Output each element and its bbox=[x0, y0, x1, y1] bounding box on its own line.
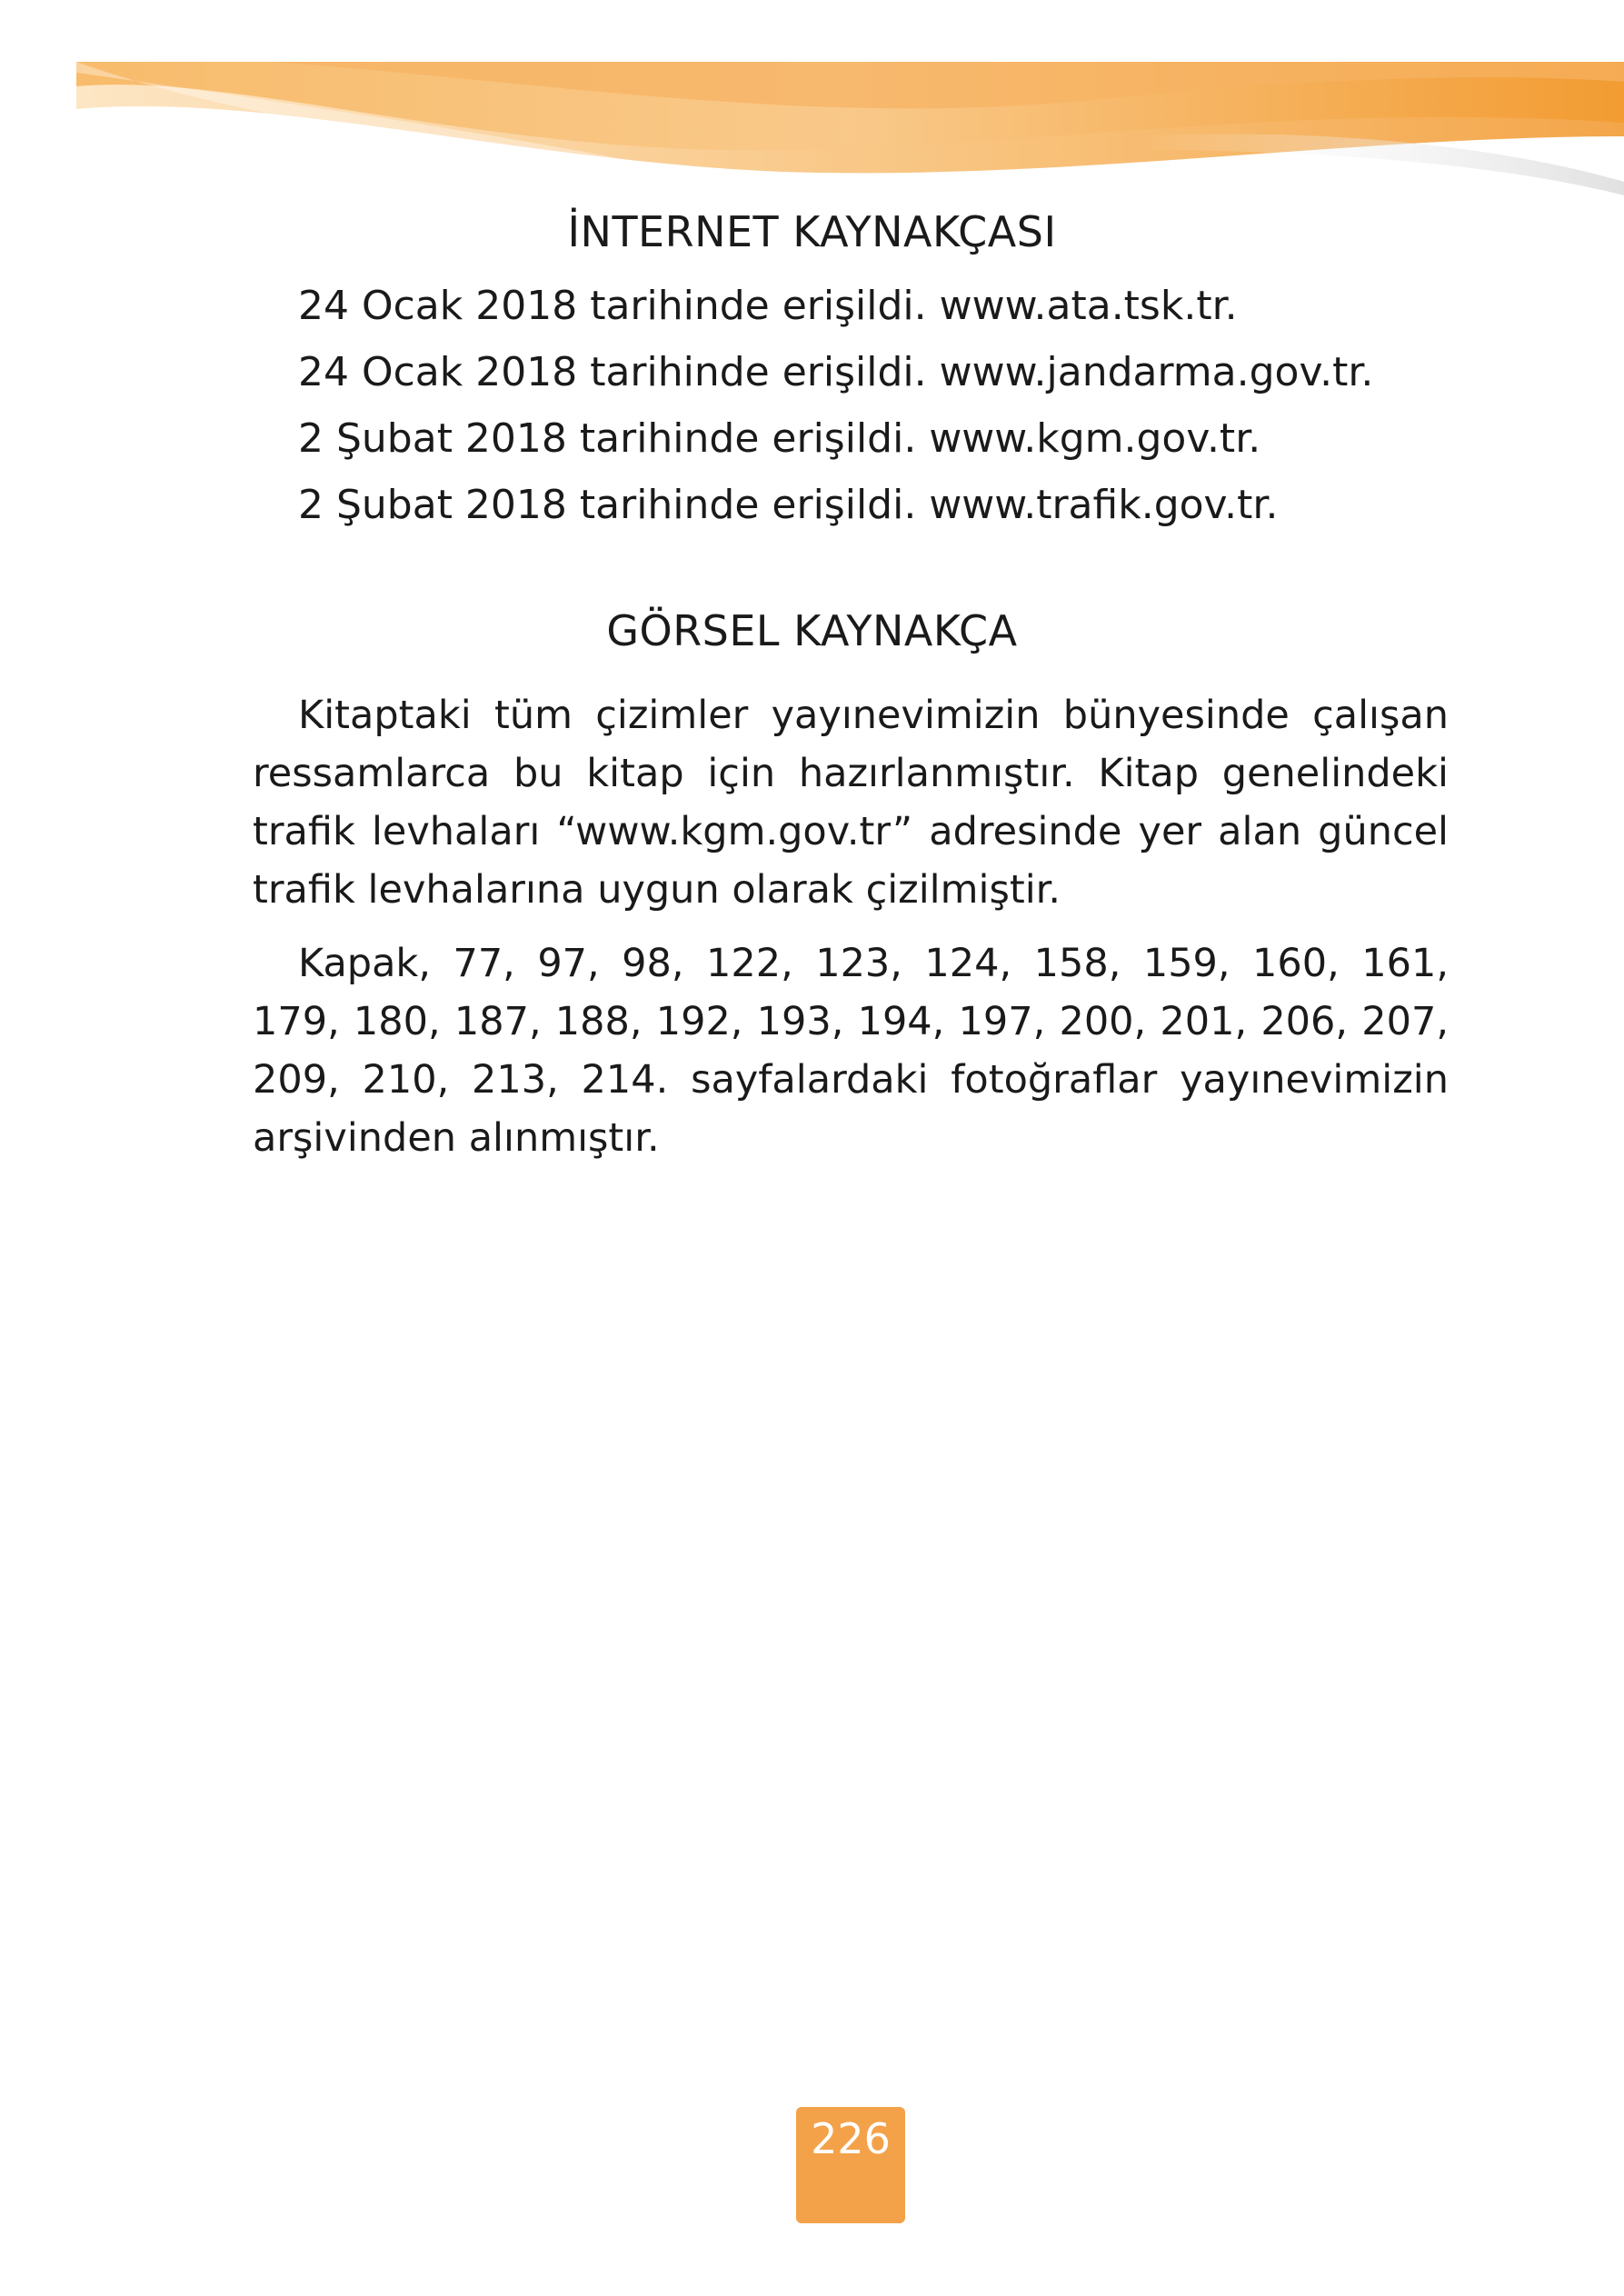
reference-url: www.jandarma.gov.tr. bbox=[939, 349, 1374, 395]
list-item bbox=[298, 273, 1373, 339]
access-date: 24 Ocak 2018 tarihinde erişildi. bbox=[298, 349, 927, 395]
internet-references-list bbox=[298, 273, 1373, 538]
internet-references-title: İNTERNET KAYNAKÇASI bbox=[567, 207, 1057, 256]
reference-url: www.trafik.gov.tr. bbox=[929, 482, 1279, 528]
access-date: 2 Şubat 2018 tarihinde erişildi. bbox=[298, 415, 917, 462]
list-item bbox=[298, 472, 1373, 538]
reference-url: www.ata.tsk.tr. bbox=[939, 283, 1238, 329]
page-number: 226 bbox=[811, 2114, 891, 2163]
reference-url: www.kgm.gov.tr. bbox=[929, 415, 1261, 462]
visual-references-paragraph-drawings: Kitaptaki tüm çizimler yayınevimizin bünyesinde çalışan ressamlarca bu kitap için hazırlanmıştır. Kitap genelindeki trafik levhaları “www.kgm.gov.tr” adresinde yer alan güncel trafik levhalarına uygun olarak çizilmiştir. bbox=[253, 693, 1449, 913]
visual-references-title: GÖRSEL KAYNAKÇA bbox=[606, 606, 1018, 655]
access-date: 24 Ocak 2018 tarihinde erişildi. bbox=[298, 283, 927, 329]
header-wave-banner bbox=[0, 0, 1624, 218]
list-item bbox=[298, 405, 1373, 472]
visual-references-paragraph-photos: Kapak, 77, 97, 98, 122, 123, 124, 158, 159, 160, 161, 179, 180, 187, 188, 192, 193, 194, 197, 200, 201, 206, 207, 209, 210, 213, 214. sayfalardaki fotoğraflar yayınevimizin arşivinden alınmıştır. bbox=[253, 941, 1449, 1161]
list-item bbox=[298, 339, 1373, 405]
page-number-badge bbox=[796, 2107, 905, 2223]
access-date: 2 Şubat 2018 tarihinde erişildi. bbox=[298, 482, 917, 528]
